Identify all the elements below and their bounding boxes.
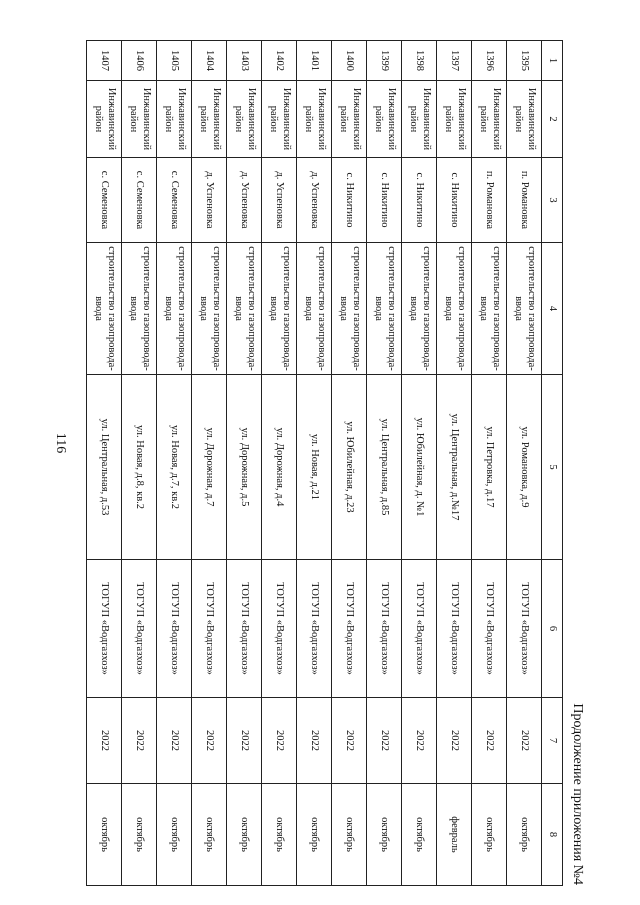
work-type-cell: строительство газопровода-ввода [437, 243, 472, 375]
year-cell: 2022 [157, 698, 192, 784]
address-cell: ул. Романовка, д.9 [507, 375, 542, 560]
col-header-1: 1 [542, 41, 563, 81]
work-type-cell: строительство газопровода-ввода [227, 243, 262, 375]
table-row [507, 41, 542, 886]
district-cell: Инжавинский район [472, 81, 507, 158]
district-cell: Инжавинский район [192, 81, 227, 158]
col-header-4: 4 [542, 243, 563, 375]
row-number-cell: 1400 [332, 41, 367, 81]
year-cell: 2022 [87, 698, 122, 784]
contractor-cell: ТОГУП «Водгазхоз» [367, 560, 402, 698]
row-number-cell: 1403 [227, 41, 262, 81]
contractor-cell: ТОГУП «Водгазхоз» [297, 560, 332, 698]
work-type-cell: строительство газопровода-ввода [122, 243, 157, 375]
table-row [192, 41, 227, 886]
contractor-cell: ТОГУП «Водгазхоз» [437, 560, 472, 698]
district-cell: Инжавинский район [507, 81, 542, 158]
table-row [367, 41, 402, 886]
work-type-cell: строительство газопровода-ввода [157, 243, 192, 375]
year-cell: 2022 [332, 698, 367, 784]
work-type-cell: строительство газопровода-ввода [332, 243, 367, 375]
month-cell: октябрь [157, 784, 192, 886]
work-type-cell: строительство газопровода-ввода [472, 243, 507, 375]
row-number-cell: 1405 [157, 41, 192, 81]
month-cell: октябрь [367, 784, 402, 886]
contractor-cell: ТОГУП «Водгазхоз» [262, 560, 297, 698]
contractor-cell: ТОГУП «Водгазхоз» [402, 560, 437, 698]
settlement-cell: с. Никитино [437, 158, 472, 243]
month-cell: октябрь [122, 784, 157, 886]
district-cell: Инжавинский район [262, 81, 297, 158]
header-row [542, 41, 563, 886]
month-cell: октябрь [87, 784, 122, 886]
table-row [472, 41, 507, 886]
row-number-cell: 1399 [367, 41, 402, 81]
address-cell: ул. Юбилейная, д. №1 [402, 375, 437, 560]
col-header-8: 8 [542, 784, 563, 886]
district-cell: Инжавинский район [297, 81, 332, 158]
work-type-cell: строительство газопровода-ввода [87, 243, 122, 375]
table-row [402, 41, 437, 886]
settlement-cell: д. Успеновка [297, 158, 332, 243]
address-cell: ул. Новая, д.21 [297, 375, 332, 560]
address-cell: ул. Центральная, д.№17 [437, 375, 472, 560]
month-cell: октябрь [402, 784, 437, 886]
contractor-cell: ТОГУП «Водгазхоз» [122, 560, 157, 698]
district-cell: Инжавинский район [87, 81, 122, 158]
work-type-cell: строительство газопровода-ввода [367, 243, 402, 375]
col-header-6: 6 [542, 560, 563, 698]
contractor-cell: ТОГУП «Водгазхоз» [507, 560, 542, 698]
col-header-7: 7 [542, 698, 563, 784]
year-cell: 2022 [262, 698, 297, 784]
year-cell: 2022 [472, 698, 507, 784]
work-type-cell: строительство газопровода-ввода [297, 243, 332, 375]
address-cell: ул. Петровка, д.17 [472, 375, 507, 560]
month-cell: октябрь [262, 784, 297, 886]
row-number-cell: 1401 [297, 41, 332, 81]
settlement-cell: с. Никитино [402, 158, 437, 243]
district-cell: Инжавинский район [332, 81, 367, 158]
year-cell: 2022 [437, 698, 472, 784]
table-row [262, 41, 297, 886]
settlement-cell: д. Успеновка [262, 158, 297, 243]
address-cell: ул. Дорожная, д.7 [192, 375, 227, 560]
table-row [87, 41, 122, 886]
district-cell: Инжавинский район [367, 81, 402, 158]
table-row [437, 41, 472, 886]
gas-pipeline-table [86, 40, 563, 886]
year-cell: 2022 [192, 698, 227, 784]
address-cell: ул. Новая, д.7, кв.2 [157, 375, 192, 560]
address-cell: ул. Дорожная, д.5 [227, 375, 262, 560]
work-type-cell: строительство газопровода-ввода [402, 243, 437, 375]
contractor-cell: ТОГУП «Водгазхоз» [332, 560, 367, 698]
address-cell: ул. Новая, д.8, кв.2 [122, 375, 157, 560]
row-number-cell: 1395 [507, 41, 542, 81]
rotated-sheet [93, 40, 585, 885]
row-number-cell: 1407 [87, 41, 122, 81]
year-cell: 2022 [402, 698, 437, 784]
table-row [332, 41, 367, 886]
row-number-cell: 1406 [122, 41, 157, 81]
contractor-cell: ТОГУП «Водгазхоз» [192, 560, 227, 698]
month-cell: февраль [437, 784, 472, 886]
month-cell: октябрь [227, 784, 262, 886]
col-header-3: 3 [542, 158, 563, 243]
page-number: 116 [53, 432, 68, 454]
settlement-cell: с. Семеновка [122, 158, 157, 243]
table-row [227, 41, 262, 886]
row-number-cell: 1404 [192, 41, 227, 81]
work-type-cell: строительство газопровода-ввода [507, 243, 542, 375]
district-cell: Инжавинский район [227, 81, 262, 158]
table-row [297, 41, 332, 886]
work-type-cell: строительство газопровода-ввода [262, 243, 297, 375]
work-type-cell: строительство газопровода-ввода [192, 243, 227, 375]
address-cell: ул. Центральная, д.85 [367, 375, 402, 560]
month-cell: октябрь [507, 784, 542, 886]
table-row [157, 41, 192, 886]
contractor-cell: ТОГУП «Водгазхоз» [227, 560, 262, 698]
year-cell: 2022 [297, 698, 332, 784]
table-row [122, 41, 157, 886]
address-cell: ул. Юбилейная, д.23 [332, 375, 367, 560]
contractor-cell: ТОГУП «Водгазхоз» [157, 560, 192, 698]
year-cell: 2022 [122, 698, 157, 784]
district-cell: Инжавинский район [437, 81, 472, 158]
settlement-cell: п. Романовка [472, 158, 507, 243]
settlement-cell: с. Никитино [367, 158, 402, 243]
row-number-cell: 1402 [262, 41, 297, 81]
address-cell: ул. Дорожная, д.4 [262, 375, 297, 560]
month-cell: октябрь [192, 784, 227, 886]
contractor-cell: ТОГУП «Водгазхоз» [472, 560, 507, 698]
settlement-cell: п. Романовка [507, 158, 542, 243]
year-cell: 2022 [507, 698, 542, 784]
settlement-cell: д. Успеновка [227, 158, 262, 243]
col-header-5: 5 [542, 375, 563, 560]
settlement-cell: д. Успеновка [192, 158, 227, 243]
year-cell: 2022 [367, 698, 402, 784]
district-cell: Инжавинский район [157, 81, 192, 158]
month-cell: октябрь [472, 784, 507, 886]
address-cell: ул. Центральная, д.53 [87, 375, 122, 560]
district-cell: Инжавинский район [402, 81, 437, 158]
month-cell: октябрь [297, 784, 332, 886]
col-header-2: 2 [542, 81, 563, 158]
month-cell: октябрь [332, 784, 367, 886]
appendix-caption: Продолжение приложения №4 [570, 703, 585, 885]
settlement-cell: с. Никитино [332, 158, 367, 243]
row-number-cell: 1397 [437, 41, 472, 81]
year-cell: 2022 [227, 698, 262, 784]
district-cell: Инжавинский район [122, 81, 157, 158]
settlement-cell: с. Семеновка [157, 158, 192, 243]
row-number-cell: 1398 [402, 41, 437, 81]
row-number-cell: 1396 [472, 41, 507, 81]
contractor-cell: ТОГУП «Водгазхоз» [87, 560, 122, 698]
settlement-cell: с. Семеновка [87, 158, 122, 243]
